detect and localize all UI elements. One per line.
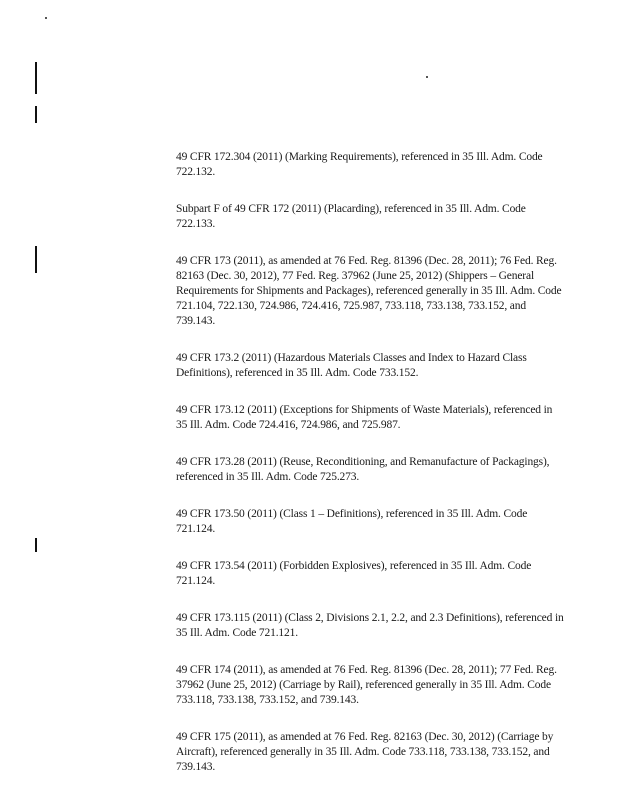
reference-entry: 49 CFR 173.2 (2011) (Hazardous Materials Classes and Index to Hazard Class Definitions), referenced in 35 Ill. Adm. Code 733.152. bbox=[176, 352, 527, 379]
reference-list bbox=[176, 150, 566, 797]
reference-entry: 49 CFR 173.12 (2011) (Exceptions for Shipments of Waste Materials), referenced in 35 Ill. Adm. Code 724.416, 724.986, and 725.987. bbox=[176, 404, 553, 431]
change-bar bbox=[35, 106, 37, 123]
change-bar bbox=[35, 62, 37, 94]
change-bar bbox=[35, 246, 37, 273]
reference-entry: 49 CFR 173.115 (2011) (Class 2, Divisions 2.1, 2.2, and 2.3 Definitions), referenced in 35 Ill. Adm. Code 721.121. bbox=[176, 612, 564, 639]
scan-speck bbox=[45, 17, 47, 19]
scan-speck bbox=[426, 76, 428, 78]
reference-entry: 49 CFR 173 (2011), as amended at 76 Fed. Reg. 81396 (Dec. 28, 2011); 76 Fed. Reg. 82163 (Dec. 30, 2012), 77 Fed. Reg. 37962 (June 25, 2012) (Shippers – General Requirements for Shipments and Packages), referenced generally in 35 Ill. Adm. Code 721.104, 722.130, 724.986, 724.416, 725.987, 733.118, 733.138, 733.152, and 739.143. bbox=[176, 255, 562, 327]
reference-entry: 49 CFR 172.304 (2011) (Marking Requirements), referenced in 35 Ill. Adm. Code 722.132. bbox=[176, 151, 543, 178]
reference-entry: 49 CFR 175 (2011), as amended at 76 Fed. Reg. 82163 (Dec. 30, 2012) (Carriage by Aircraft), referenced generally in 35 Ill. Adm. Code 733.118, 733.138, 733.152, and 739.143. bbox=[176, 731, 554, 773]
reference-entry: 49 CFR 174 (2011), as amended at 76 Fed. Reg. 81396 (Dec. 28, 2011); 77 Fed. Reg. 37962 (June 25, 2012) (Carriage by Rail), referenced generally in 35 Ill. Adm. Code 733.118, 733.138, 733.152, and 739.143. bbox=[176, 664, 557, 706]
reference-entry: 49 CFR 173.50 (2011) (Class 1 – Definitions), referenced in 35 Ill. Adm. Code 721.124. bbox=[176, 508, 528, 535]
reference-entry: 49 CFR 173.28 (2011) (Reuse, Reconditioning, and Remanufacture of Packagings), referenced in 35 Ill. Adm. Code 725.273. bbox=[176, 456, 550, 483]
change-bar bbox=[35, 538, 37, 552]
reference-entry: Subpart F of 49 CFR 172 (2011) (Placarding), referenced in 35 Ill. Adm. Code 722.133. bbox=[176, 203, 526, 230]
reference-entry: 49 CFR 173.54 (2011) (Forbidden Explosives), referenced in 35 Ill. Adm. Code 721.124. bbox=[176, 560, 532, 587]
